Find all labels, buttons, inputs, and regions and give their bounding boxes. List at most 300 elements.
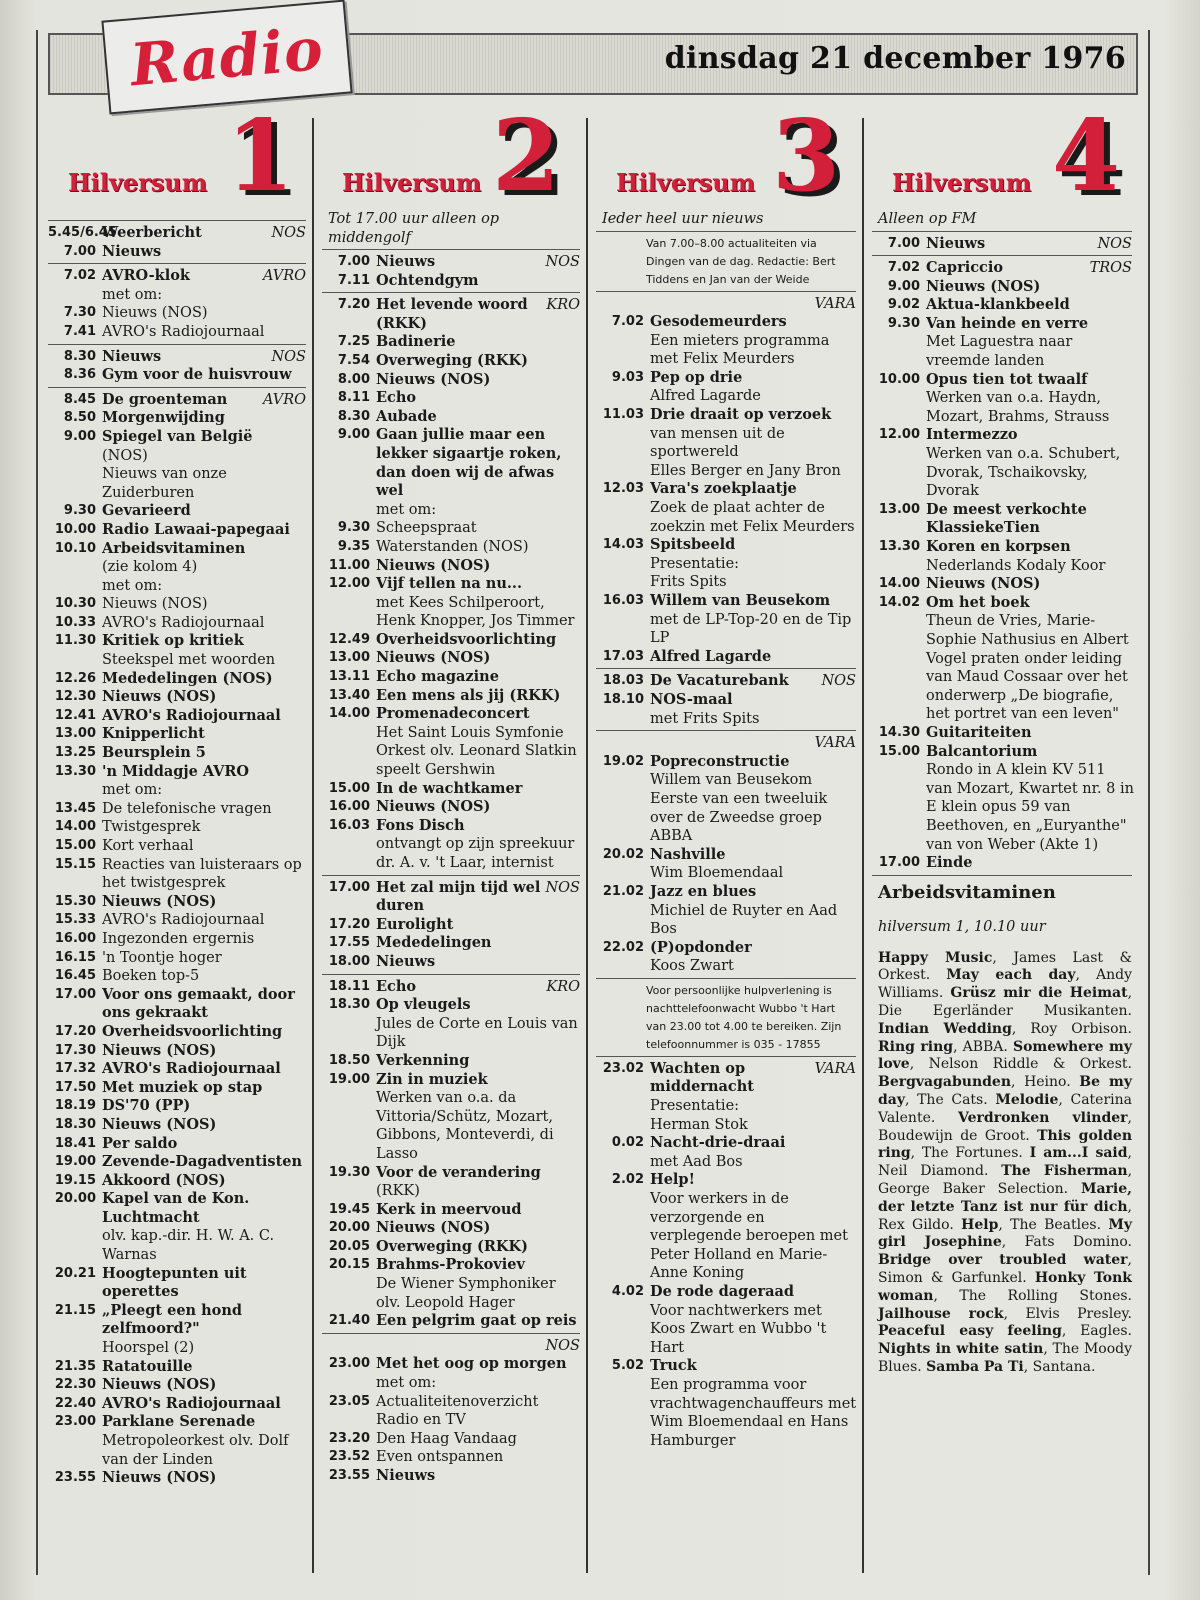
- program-entry: [322, 408, 584, 427]
- program-time: 10.00: [54, 521, 96, 537]
- song-artist: The Beatles: [1010, 1216, 1097, 1233]
- program-body: [376, 1393, 584, 1430]
- program-description: Nederlands Kodaly Koor: [926, 557, 1106, 574]
- program-entry: [322, 1393, 584, 1430]
- feature-subheading: hilversum 1, 10.10 uur: [878, 918, 1046, 935]
- program-body: [376, 352, 584, 371]
- program-time: 18.00: [328, 953, 370, 969]
- program-entry: [872, 854, 1136, 873]
- program-title: Overheidsvoorlichting: [102, 1022, 283, 1040]
- program-time: 7.00: [337, 254, 370, 269]
- program-body: [376, 1467, 584, 1486]
- program-time: 8.45: [63, 391, 96, 407]
- broadcaster-label: KRO: [546, 297, 580, 314]
- program-time: 12.49: [328, 631, 370, 647]
- program-entry: [322, 1164, 584, 1201]
- broadcaster-label: AVRO: [262, 268, 306, 285]
- program-body: [376, 1312, 584, 1331]
- program-body: [926, 575, 1136, 594]
- song-title: Bergvagabunden: [878, 1074, 1011, 1091]
- program-entry: [322, 668, 584, 687]
- logo-text: Radio: [127, 14, 327, 100]
- program-title: Jazz en blues: [650, 882, 757, 900]
- song-title: Indian Wedding: [878, 1020, 1012, 1037]
- program-title: Overweging (RKK): [376, 1237, 528, 1255]
- divider-rule: [596, 978, 856, 979]
- divider-rule: [872, 255, 1132, 256]
- program-entry: [322, 996, 584, 1052]
- program-time: 13.00: [878, 501, 920, 517]
- station-name: Hilversum: [892, 168, 1032, 197]
- program-time: 18.30: [328, 997, 370, 1013]
- program-entry: [322, 389, 584, 408]
- program-time: 9.35: [337, 538, 370, 554]
- program-title: AVRO's Radiojournaal: [102, 614, 265, 631]
- program-entry: [48, 502, 310, 521]
- program-time: 18.50: [328, 1052, 370, 1068]
- program-body: [376, 1430, 584, 1449]
- program-time: 10.33: [54, 614, 96, 630]
- program-time: 7.00: [63, 243, 96, 259]
- program-entry: [322, 978, 584, 997]
- program-time: 21.02: [602, 883, 644, 899]
- station-number: 4: [1052, 99, 1121, 214]
- program-body: [102, 930, 310, 949]
- program-entry: [48, 837, 310, 856]
- program-title: De rode dageraad: [650, 1283, 795, 1300]
- program-entry: [596, 648, 860, 667]
- program-entry: [48, 893, 310, 912]
- program-entry: [48, 1135, 310, 1154]
- program-time: 10.10: [54, 540, 96, 556]
- song-artist: Caterina Valente: [878, 1092, 1133, 1126]
- program-time: 7.02: [887, 260, 920, 276]
- program-time: 14.03: [602, 537, 644, 553]
- broadcaster-label: NOS: [545, 1337, 580, 1354]
- program-title: Echo: [376, 389, 417, 407]
- program-entry: [48, 1097, 310, 1116]
- program-time: 7.00: [887, 235, 920, 251]
- program-entry: [596, 313, 860, 369]
- program-time: 13.40: [328, 687, 370, 703]
- program-body: [650, 672, 860, 691]
- divider-rule: [596, 291, 856, 292]
- station-note: Tot 17.00 uur alleen op middengolf: [328, 211, 500, 246]
- program-description: Michiel de Ruyter en Aad Bos: [650, 902, 838, 938]
- program-body: [650, 1171, 860, 1283]
- program-title: Mededelingen (NOS): [102, 669, 273, 687]
- song-title: Happy Music: [878, 949, 993, 966]
- song-title: Honky Tonk woman: [878, 1270, 1132, 1304]
- program-title: Hoogtepunten uit operettes: [102, 1264, 247, 1301]
- program-description: Presentatie:: [650, 1098, 740, 1115]
- station-number: 2: [492, 99, 561, 214]
- program-time: 7.25: [337, 334, 370, 350]
- program-body: [102, 1172, 310, 1191]
- program-body: [650, 1357, 860, 1450]
- program-entry: [322, 296, 584, 333]
- program-time: 17.55: [328, 935, 370, 951]
- program-title: Ingezonden ergernis: [102, 930, 255, 947]
- song-title: Peaceful easy feeling: [878, 1323, 1062, 1340]
- program-description: Met Laguestra naar vreemde landen: [926, 334, 1073, 370]
- program-body: [376, 996, 584, 1052]
- program-time: 17.03: [602, 648, 644, 664]
- program-body: [926, 594, 1136, 724]
- divider-rule: [596, 668, 856, 669]
- program-time: 13.11: [328, 669, 370, 685]
- program-time: 13.45: [54, 800, 96, 816]
- program-description: Een programma voor vrachtwagenchauffeurs met Wim Bloemendaal en Hans Hamburger: [650, 1376, 857, 1449]
- divider-rule: [322, 974, 580, 975]
- program-body: [102, 744, 310, 763]
- program-body: [650, 939, 860, 976]
- program-body: [102, 837, 310, 856]
- program-body: [102, 1135, 310, 1154]
- program-body: [376, 253, 584, 272]
- song-title: Nights in white satin: [878, 1341, 1044, 1358]
- program-entry: [596, 883, 860, 939]
- program-entry: [322, 817, 584, 873]
- program-body: [102, 1079, 310, 1098]
- program-description: Willem van Beusekom: [650, 772, 813, 789]
- program-entry: [596, 691, 860, 728]
- program-time: 23.52: [328, 1449, 370, 1465]
- program-entry: [596, 1171, 860, 1283]
- program-entry: [48, 632, 310, 669]
- program-title: Reacties van luisteraars op het twistgesprek: [102, 856, 302, 892]
- song-artist: Die Egerländer Musikanten: [878, 1003, 1128, 1020]
- program-description: Nieuws van onze Zuiderburen: [102, 466, 227, 501]
- program-entry: [48, 800, 310, 819]
- program-title: AVRO's Radiojournaal: [102, 1060, 281, 1078]
- program-time: 16.00: [328, 799, 370, 815]
- program-time: 18.41: [54, 1135, 96, 1151]
- program-body: [650, 480, 860, 536]
- program-title: Einde: [926, 854, 973, 872]
- program-title: Alfred Lagarde: [650, 647, 772, 665]
- program-time: 9.30: [337, 520, 370, 536]
- song-artist: Eagles: [1080, 1323, 1128, 1340]
- program-description: Herman Stok: [650, 1116, 748, 1133]
- program-title: Willem van Beusekom: [650, 592, 831, 609]
- program-entry: [322, 1448, 584, 1467]
- program-entry: [48, 540, 310, 596]
- program-body: [102, 1265, 310, 1302]
- program-entry: [322, 916, 584, 935]
- program-body: [376, 798, 584, 817]
- program-time: 21.35: [54, 1358, 96, 1374]
- program-entry: [596, 1357, 860, 1450]
- program-description: Eerste van een tweeluik over de Zweedse groep ABBA: [650, 790, 828, 845]
- program-time: 9.30: [63, 503, 96, 519]
- program-title: Gym voor de huisvrouw: [102, 366, 292, 384]
- program-time: 19.45: [328, 1201, 370, 1217]
- program-entry: [872, 538, 1136, 575]
- program-time: 7.02: [611, 314, 644, 330]
- program-title: Het levende woord (RKK): [376, 296, 528, 332]
- program-entry: [48, 670, 310, 689]
- broadcaster-label: AVRO: [262, 391, 306, 408]
- info-note: Voor persoonlijke hulpverlening is nachttelefoonwacht Wubbo 't Hart van 23.00 tot 4.00 te bereiken. Zijn telefoonnummer is 035 - 17855: [646, 983, 842, 1051]
- program-time: 16.45: [54, 968, 96, 984]
- program-entry: [48, 1469, 310, 1488]
- program-body: [376, 538, 584, 557]
- divider-rule: [322, 292, 580, 293]
- program-time: 7.20: [337, 297, 370, 313]
- program-time: 16.03: [328, 817, 370, 833]
- program-title: Een pelgrim gaat op reis: [376, 1312, 577, 1330]
- program-time: 17.30: [54, 1042, 96, 1058]
- broadcaster-label: VARA: [814, 295, 856, 312]
- program-title: Koren en korpsen: [926, 538, 1071, 555]
- program-entry: [322, 333, 584, 352]
- song-title: Help: [961, 1216, 999, 1233]
- program-body: [102, 949, 310, 968]
- song-artist: Simon & Garfunkel: [878, 1270, 1023, 1287]
- program-entry: [322, 705, 584, 779]
- program-body: [102, 632, 310, 669]
- program-entry: [48, 707, 310, 726]
- program-entry: [322, 575, 584, 631]
- song-artist: Elvis Presley: [1025, 1305, 1128, 1322]
- program-body: [376, 817, 584, 873]
- program-title: Parklane Serenade: [102, 1413, 256, 1431]
- song-title: The Fisherman: [1001, 1163, 1128, 1180]
- station-column-3: [596, 99, 860, 1450]
- program-entry: [48, 366, 310, 385]
- program-title: Akkoord (NOS): [102, 1171, 226, 1189]
- program-time: 19.30: [328, 1164, 370, 1180]
- program-entry: [596, 672, 860, 691]
- program-time: 12.03: [602, 481, 644, 497]
- feature-heading: Arbeidsvitaminen: [878, 881, 1056, 903]
- program-entry: [48, 1079, 310, 1098]
- program-time: 23.00: [54, 1414, 96, 1430]
- divider-rule: [322, 249, 580, 250]
- program-body: [102, 1469, 310, 1488]
- program-time: 20.05: [328, 1238, 370, 1254]
- program-body: [376, 1071, 584, 1164]
- song-title: May each day: [946, 967, 1076, 984]
- program-title: Arbeidsvitaminen: [102, 539, 246, 557]
- program-title: Brahms-Prokoviev: [376, 1256, 525, 1274]
- program-title: Kerk in meervoud: [376, 1200, 522, 1218]
- program-title: Mededelingen: [376, 934, 492, 952]
- program-time: 18.03: [602, 673, 644, 689]
- program-time: 12.00: [328, 576, 370, 592]
- program-title: Spitsbeeld: [650, 536, 736, 554]
- program-entry: [322, 687, 584, 706]
- program-body: [376, 668, 584, 687]
- program-entry: [48, 1060, 310, 1079]
- program-title: Nieuws (NOS): [102, 1469, 217, 1487]
- program-title: De Vacaturebank: [650, 672, 789, 690]
- program-entry: [872, 743, 1136, 855]
- program-entry: [48, 986, 310, 1023]
- station-number: 3: [772, 99, 841, 214]
- program-body: [102, 1042, 310, 1061]
- program-title: Weerbericht: [102, 224, 202, 241]
- program-description: Jules de Corte en Louis van Dijk: [376, 1015, 578, 1051]
- program-time: 8.00: [337, 371, 370, 387]
- station-header: [872, 99, 1136, 214]
- program-time: 12.26: [54, 670, 96, 686]
- program-body: [376, 408, 584, 427]
- program-title: De telefonische vragen: [102, 800, 272, 817]
- program-title: Het zal mijn tijd wel duren: [376, 878, 541, 915]
- program-body: [102, 521, 310, 540]
- program-body: [102, 502, 310, 521]
- program-description: Voor nachtwerkers met Koos Zwart en Wubbo 't Hart: [650, 1302, 827, 1356]
- program-entry: [322, 780, 584, 799]
- program-body: [102, 323, 310, 342]
- program-time: 19.00: [328, 1071, 370, 1087]
- song-artist: ABBA: [962, 1038, 1004, 1055]
- program-title: In de wachtkamer: [376, 779, 523, 797]
- song-artist: Boudewijn de Groot: [878, 1127, 1026, 1144]
- program-entry: [872, 278, 1136, 297]
- program-title: De groenteman: [102, 390, 228, 408]
- program-time: 0.02: [611, 1135, 644, 1151]
- song-artist: Heino: [1024, 1074, 1067, 1091]
- program-time: 21.40: [328, 1313, 370, 1329]
- program-body: [102, 1116, 310, 1135]
- song-artist: Nelson Riddle & Orkest: [928, 1056, 1128, 1073]
- program-title: Guitariteiten: [926, 723, 1032, 741]
- program-title: Nieuws (NOS): [376, 649, 491, 667]
- program-title: Echo magazine: [376, 668, 499, 686]
- program-body: [102, 763, 310, 800]
- program-entry: [48, 224, 310, 243]
- program-time: 17.20: [54, 1023, 96, 1039]
- program-list: [596, 210, 860, 1450]
- program-body: [102, 967, 310, 986]
- program-title: Spiegel van België: [102, 427, 253, 445]
- program-entry: [872, 575, 1136, 594]
- program-title: Overheidsvoorlichting: [376, 630, 557, 648]
- program-entry: [48, 1302, 310, 1358]
- program-time: 14.00: [54, 819, 96, 835]
- program-body: [102, 1190, 310, 1264]
- program-time: 7.30: [63, 305, 96, 321]
- program-title: Nashville: [650, 845, 726, 863]
- program-title: Help!: [650, 1171, 695, 1189]
- program-description: Rondo in A klein KV 511 van Mozart, Kwartet nr. 8 in E klein opus 59 van Beethoven, en „Euryanthe" van von Weber (Akte 1): [926, 762, 1134, 853]
- program-body: [102, 1302, 310, 1358]
- program-title: Zevende-Dagadventisten: [102, 1153, 303, 1171]
- program-body: [376, 371, 584, 390]
- program-title: Ochtendgym: [376, 271, 479, 289]
- program-entry: [48, 1023, 310, 1042]
- divider-rule: [872, 231, 1132, 232]
- program-time: 22.02: [602, 939, 644, 955]
- program-entry: [322, 371, 584, 390]
- program-description: Koos Zwart: [650, 958, 734, 975]
- program-title: Gesodemeurders: [650, 313, 787, 331]
- program-time: 13.25: [54, 745, 96, 761]
- program-time: 7.41: [63, 323, 96, 339]
- station-header: [596, 99, 860, 214]
- program-entry: [48, 428, 310, 502]
- program-time: 11.00: [328, 557, 370, 573]
- program-description: met Kees Schilperoort, Henk Knopper, Jos Timmer: [376, 594, 575, 630]
- program-description: Het Saint Louis Symfonie Orkest olv. Leonard Slatkin speelt Gershwin: [376, 724, 577, 779]
- program-entry: [596, 480, 860, 536]
- program-entry: [322, 1238, 584, 1257]
- program-time: 17.00: [328, 879, 370, 895]
- song-artist: The Rolling Stones: [959, 1287, 1128, 1304]
- program-entry: [48, 1413, 310, 1469]
- program-time: 14.00: [878, 576, 920, 592]
- program-time: 7.02: [63, 268, 96, 284]
- program-body: [102, 986, 310, 1023]
- divider-rule: [596, 1056, 856, 1057]
- program-time: 15.00: [328, 780, 370, 796]
- broadcaster-label: TROS: [1089, 260, 1132, 277]
- station-column-1: [48, 99, 310, 1488]
- program-description: Werken van o.a. Haydn, Mozart, Brahms, Strauss: [926, 390, 1110, 425]
- program-title: Actualiteitenoverzicht Radio en TV: [376, 1393, 539, 1429]
- program-time: 8.30: [63, 348, 96, 364]
- program-title: Fons Disch: [376, 816, 465, 834]
- program-entry: [322, 1071, 584, 1164]
- program-time: 5.02: [611, 1358, 644, 1374]
- program-body: [376, 519, 584, 538]
- divider-rule: [322, 875, 580, 876]
- program-body: [102, 540, 310, 596]
- program-body: [102, 1023, 310, 1042]
- program-body: [376, 687, 584, 706]
- program-body: [926, 501, 1136, 538]
- program-title: AVRO's Radiojournaal: [102, 912, 265, 929]
- program-body: [376, 780, 584, 799]
- program-entry: [872, 594, 1136, 724]
- program-time: 23.00: [328, 1356, 370, 1372]
- program-entry: [872, 235, 1136, 254]
- program-time: 18.11: [328, 978, 370, 994]
- program-body: [926, 371, 1136, 427]
- program-title: Nieuws (NOS): [102, 305, 208, 322]
- program-title: Aubade: [376, 407, 437, 425]
- program-title: Voor ons gemaakt, door ons gekraakt: [102, 985, 295, 1022]
- program-time: 9.03: [611, 369, 644, 385]
- program-time: 15.33: [54, 912, 96, 928]
- song-artist: The Fortunes: [921, 1145, 1019, 1162]
- program-body: [376, 978, 584, 997]
- station-name: Hilversum: [68, 168, 208, 197]
- program-title: Badinerie: [376, 333, 456, 351]
- program-entry: [596, 939, 860, 976]
- song-artist: Neil Diamond: [878, 1163, 984, 1180]
- song-artist: George Baker Selection: [878, 1181, 1064, 1198]
- program-time: 23.20: [328, 1430, 370, 1446]
- program-body: [102, 707, 310, 726]
- broadcaster-label: NOS: [545, 254, 580, 270]
- program-entry: [48, 595, 310, 614]
- station-name: Hilversum: [616, 168, 756, 197]
- divider-rule: [48, 263, 306, 264]
- program-entry: [596, 1283, 860, 1357]
- program-time: 9.30: [887, 315, 920, 331]
- broadcaster-label: NOS: [1097, 235, 1132, 252]
- program-title: AVRO's Radiojournaal: [102, 706, 281, 724]
- program-entry: [322, 1219, 584, 1238]
- program-body: [376, 1201, 584, 1220]
- program-time: 17.20: [328, 916, 370, 932]
- station-column-4: [872, 99, 1136, 1377]
- program-body: [926, 538, 1136, 575]
